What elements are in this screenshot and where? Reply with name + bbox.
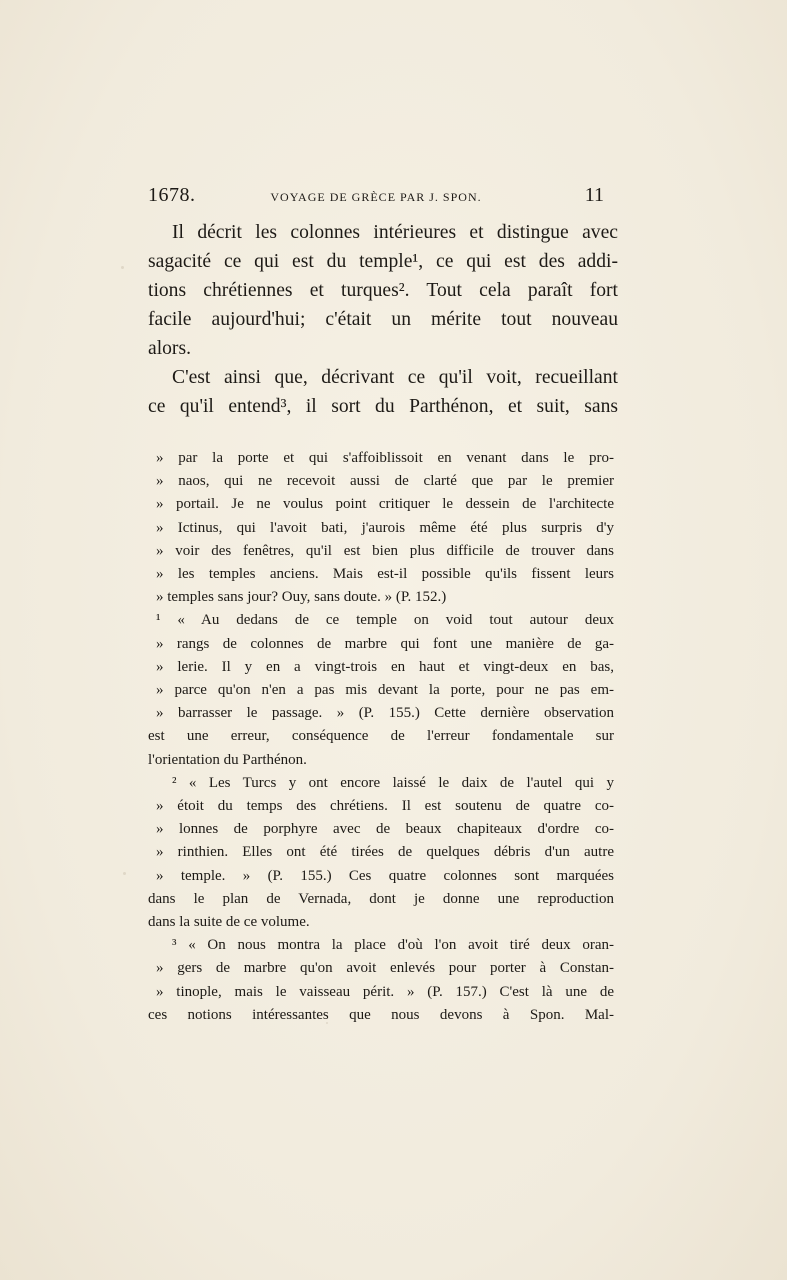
footnote-line: » barrasser le passage. » (P. 155.) Cette dernière observation — [156, 705, 614, 722]
footnote-line: » temples sans jour? Ouy, sans doute. » (P. 152.) — [156, 589, 447, 606]
footnote-line: » lonnes de porphyre avec de beaux chapiteaux d'ordre co- — [156, 821, 614, 838]
footnote-line: dans la suite de ce volume. — [148, 914, 310, 931]
page-number: 11 — [584, 184, 604, 206]
text-line: alors. — [148, 338, 191, 359]
footnotes — [148, 447, 614, 1027]
footnote-line: » étoit du temps des chrétiens. Il est soutenu de quatre co- — [156, 798, 614, 815]
footnote-line: » rangs de colonnes de marbre qui font une manière de ga- — [156, 635, 614, 652]
footnote-line: ² « Les Turcs y ont encore laissé le daix de l'autel qui y — [172, 774, 614, 791]
text-line: C'est ainsi que, décrivant ce qu'il voit, recueillant — [172, 367, 618, 388]
footnote-line: l'orientation du Parthénon. — [148, 751, 307, 768]
running-title: VOYAGE DE GRÈCE PAR J. SPON. — [270, 190, 482, 204]
footnote-line: » parce qu'on n'en a pas mis devant la porte, pour ne pas em- — [156, 682, 614, 699]
paragraph-1 — [148, 218, 618, 363]
footnote-line: est une erreur, conséquence de l'erreur fondamentale sur — [148, 728, 614, 745]
footnote-line: » les temples anciens. Mais est-il possible qu'ils fissent leurs — [156, 566, 614, 583]
paper-speck — [121, 266, 124, 269]
text-line: sagacité ce qui est du temple¹, ce qui est des addi- — [148, 251, 618, 272]
footnote-line: » par la porte et qui s'affoiblissoit en venant dans le pro- — [156, 450, 614, 466]
text-line: tions chrétiennes et turques². Tout cela paraît fort — [148, 280, 618, 301]
footnote-line: » naos, qui ne recevoit aussi de clarté que par le premier — [156, 473, 614, 490]
text-line: ce qu'il entend³, il sort du Parthénon, et suit, sans — [148, 396, 618, 417]
paper-speck — [123, 872, 126, 875]
footnote-line: ces notions intéressantes que nous devons à Spon. Mal- — [148, 1006, 614, 1023]
footnote-line: » temple. » (P. 155.) Ces quatre colonnes sont marquées — [156, 867, 614, 884]
footnote-line: » Ictinus, qui l'avoit bati, j'aurois même été plus surpris d'y — [156, 519, 614, 536]
main-text — [148, 218, 618, 421]
text-line: facile aujourd'hui; c'était un mérite tout nouveau — [148, 309, 618, 330]
footnote-line: » rinthien. Elles ont été tirées de quelques débris d'un autre — [156, 844, 614, 861]
footnote-line: » voir des fenêtres, qu'il est bien plus difficile de trouver dans — [156, 542, 614, 559]
footnote-line: ¹ « Au dedans de ce temple on void tout autour deux — [156, 612, 614, 629]
footnote-line: ³ « On nous montra la place d'où l'on avoit tiré deux oran- — [172, 937, 614, 954]
header-year: 1678. — [148, 184, 196, 206]
footnote-line: » gers de marbre qu'on avoit enlevés pour porter à Constan- — [156, 960, 614, 977]
footnote-line: » tinople, mais le vaisseau périt. » (P. 157.) C'est là une de — [156, 983, 614, 1000]
paragraph-2 — [148, 363, 618, 421]
paper-speck — [326, 1022, 328, 1024]
footnote-line: » lerie. Il y en a vingt-trois en haut et vingt-deux en bas, — [156, 658, 614, 675]
running-header — [148, 184, 604, 214]
footnote-line: dans le plan de Vernada, dont je donne une reproduction — [148, 890, 614, 907]
text-line: Il décrit les colonnes intérieures et distingue avec — [172, 222, 618, 243]
footnote-line: » portail. Je ne voulus point critiquer le dessein de l'architecte — [156, 496, 614, 513]
